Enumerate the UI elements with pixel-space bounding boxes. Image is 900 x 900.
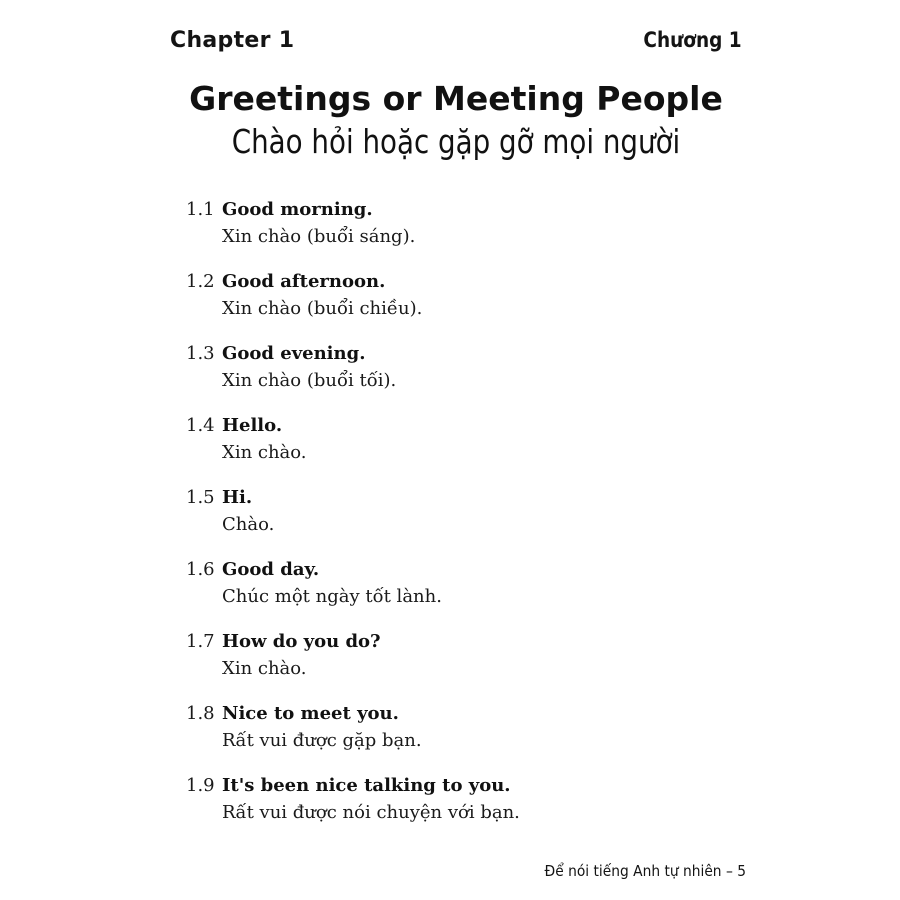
phrase-vietnamese: Xin chào (buổi chiều). (222, 298, 423, 319)
phrase-vietnamese: Rất vui được nói chuyện với bạn. (222, 802, 520, 823)
page-footer: Để nói tiếng Anh tự nhiên – 5 (544, 862, 746, 880)
phrase-vietnamese: Xin chào (buổi sáng). (222, 226, 416, 247)
phrase-vietnamese: Chúc một ngày tốt lành. (222, 586, 442, 607)
phrase-number: 1.2 (186, 271, 215, 292)
phrase-item (186, 772, 746, 844)
phrase-number: 1.5 (186, 487, 215, 508)
phrase-english: Good morning. (222, 199, 373, 220)
phrase-number: 1.8 (186, 703, 215, 724)
chapter-label-vi: Chương 1 (643, 28, 742, 52)
phrase-number: 1.7 (186, 631, 215, 652)
phrase-item (186, 412, 746, 484)
phrase-vietnamese: Chào. (222, 514, 275, 535)
phrase-item (186, 484, 746, 556)
phrase-vietnamese: Xin chào. (222, 658, 307, 679)
phrase-english: Hello. (222, 415, 283, 436)
phrase-item (186, 700, 746, 772)
phrase-english: How do you do? (222, 631, 381, 652)
chapter-label-en: Chapter 1 (170, 28, 295, 53)
phrase-item (186, 268, 746, 340)
chapter-title-vi: Chào hỏi hoặc gặp gỡ mọi người (231, 122, 681, 161)
phrase-number: 1.6 (186, 559, 215, 580)
phrase-vietnamese: Xin chào. (222, 442, 307, 463)
chapter-title-en: Greetings or Meeting People (189, 79, 723, 118)
phrase-item (186, 556, 746, 628)
phrase-english: It's been nice talking to you. (222, 775, 511, 796)
phrase-english: Good day. (222, 559, 320, 580)
phrase-number: 1.1 (186, 199, 215, 220)
phrase-english: Nice to meet you. (222, 703, 399, 724)
phrase-english: Good afternoon. (222, 271, 386, 292)
phrase-number: 1.9 (186, 775, 215, 796)
phrase-vietnamese: Xin chào (buổi tối). (222, 370, 397, 391)
phrase-number: 1.4 (186, 415, 215, 436)
phrase-number: 1.3 (186, 343, 215, 364)
phrase-list (186, 196, 746, 844)
phrase-english: Good evening. (222, 343, 366, 364)
phrase-english: Hi. (222, 487, 253, 508)
phrase-item (186, 628, 746, 700)
phrase-vietnamese: Rất vui được gặp bạn. (222, 730, 422, 751)
phrase-item (186, 196, 746, 268)
phrase-item (186, 340, 746, 412)
